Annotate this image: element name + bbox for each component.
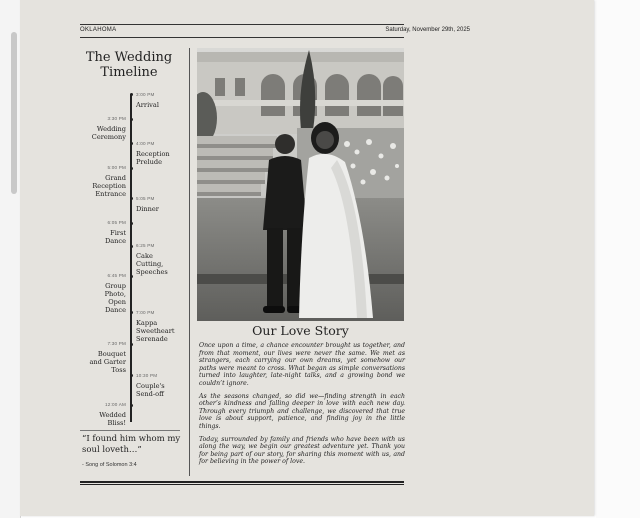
footer-rule-thin [80,484,404,485]
timeline-dot [130,93,133,96]
header-date: Saturday, November 29th, 2025 [385,27,470,33]
timeline-event-label: Dinner [136,205,159,213]
timeline-event-label: Grand [105,174,126,182]
timeline-event-label: Couple's [136,382,165,390]
timeline-event-label: Toss [111,366,126,374]
column-divider [189,48,190,476]
timeline-event-time: 7:00 PM [136,310,155,315]
timeline-event-time: 3:00 PM [136,92,155,97]
timeline-event [136,195,188,213]
timeline-event-label: Entrance [95,190,126,198]
timeline-title-line2: Timeline [100,65,158,80]
timeline-dot [130,374,133,377]
timeline-event-label: Prelude [136,158,162,166]
timeline-event-label: Arrival [136,101,159,109]
timeline-event-label: Bouquet [97,350,126,358]
timeline-event-label: Reception [92,182,126,190]
timeline-event-label: Wedding [96,125,126,133]
timeline-event [74,115,126,141]
footer-rule-thick [80,481,404,483]
header-bottom-rule [80,37,404,38]
timeline-event-label: Bliss! [107,419,126,427]
canvas-margin-right [596,0,640,518]
timeline-dot [130,404,133,407]
story-paragraph-1: Once upon a time, a chance encounter brought us together, and from that moment, our lives were never the same. We met as strangers, each carrying our own dreams, yet somehow our paths were meant to cross. What began as simple conversations turned into laughter, late-night talks, and a growing bond we couldn’t ignore. [199,342,405,387]
timeline-event-time: 6:25 PM [136,243,155,248]
timeline-event-label: Ceremony [91,133,126,141]
timeline-event [136,372,188,398]
story-body [199,342,405,471]
timeline-dot [130,275,133,278]
timeline-event-label: Sweetheart [136,327,175,335]
timeline-event-label: Send-off [136,390,164,398]
quote-rule [80,430,180,431]
timeline-title [80,50,178,80]
timeline-event-time: 6:05 PM [107,220,126,225]
couple-photo [197,48,404,321]
timeline-dot [130,167,133,170]
timeline-event [74,340,126,374]
timeline-event [74,401,126,427]
timeline-event-label: and Garter [89,358,126,366]
timeline-event-time: 5:00 PM [107,165,126,170]
timeline-event-label: Kappa [136,319,158,327]
timeline-dot [130,343,133,346]
timeline-dot [130,142,133,145]
story-paragraph-2: As the seasons changed, so did we—finding strength in each other’s kindness and falling deeper in love with each new day. Through every triumph and challenge, we discovered that true love is about support, patience, and finding joy in the little things. [199,392,405,430]
timeline-event-label: Speeches [136,268,168,276]
timeline-event-time: 7:30 PM [107,341,126,346]
scripture-source: - Song of Solomon 3:4 [82,462,137,468]
timeline-event-label: Wedded [99,411,126,419]
header-location: OKLAHOMA [80,27,117,33]
timeline-event-label: Dance [104,306,126,314]
timeline-event-label: First [110,229,126,237]
story-title: Our Love Story [252,323,349,338]
timeline-dot [130,311,133,314]
timeline-event-label: Open [108,298,126,306]
timeline-event-time: 6:45 PM [107,273,126,278]
timeline-event-time: 4:00 PM [136,141,155,146]
timeline-title-line1: The Wedding [85,50,173,65]
timeline-event [74,219,126,245]
left-scroll-rail [0,0,21,518]
timeline-event-label: Serenade [136,335,168,343]
timeline-event-label: Photo, [104,290,126,298]
timeline-dot [130,118,133,121]
timeline-event [136,91,188,109]
scrollbar-thumb[interactable] [11,32,17,194]
timeline-event-label: Dance [104,237,126,245]
scripture-quote: “I found him whom my soul loveth…” [82,434,181,455]
timeline-dot [130,197,133,200]
timeline-event [136,242,188,276]
timeline-event-label: Cake [136,252,153,260]
timeline-event-time: 10:30 PM [136,373,158,378]
timeline-event [74,164,126,198]
timeline-dot [130,245,133,248]
timeline-event-time: 12:00 AM [104,402,126,407]
header-top-rule [80,24,404,25]
timeline-event [74,272,126,314]
timeline-event [136,140,188,166]
story-paragraph-3: Today, surrounded by family and friends who have been with us along the way, we begin our greatest adventure yet. Thank you for being part of our story, for sharing this moment with us, and for believing in the power of love. [199,435,405,466]
timeline-event-label: Reception [136,150,170,158]
timeline-event-time: 3:30 PM [107,116,126,121]
timeline-event-label: Group [105,282,126,290]
timeline-event-time: 5:05 PM [136,196,155,201]
timeline-event [136,309,188,343]
couple-photo-illustration [197,48,404,321]
timeline-dot [130,222,133,225]
timeline-event-label: Cutting, [136,260,164,268]
